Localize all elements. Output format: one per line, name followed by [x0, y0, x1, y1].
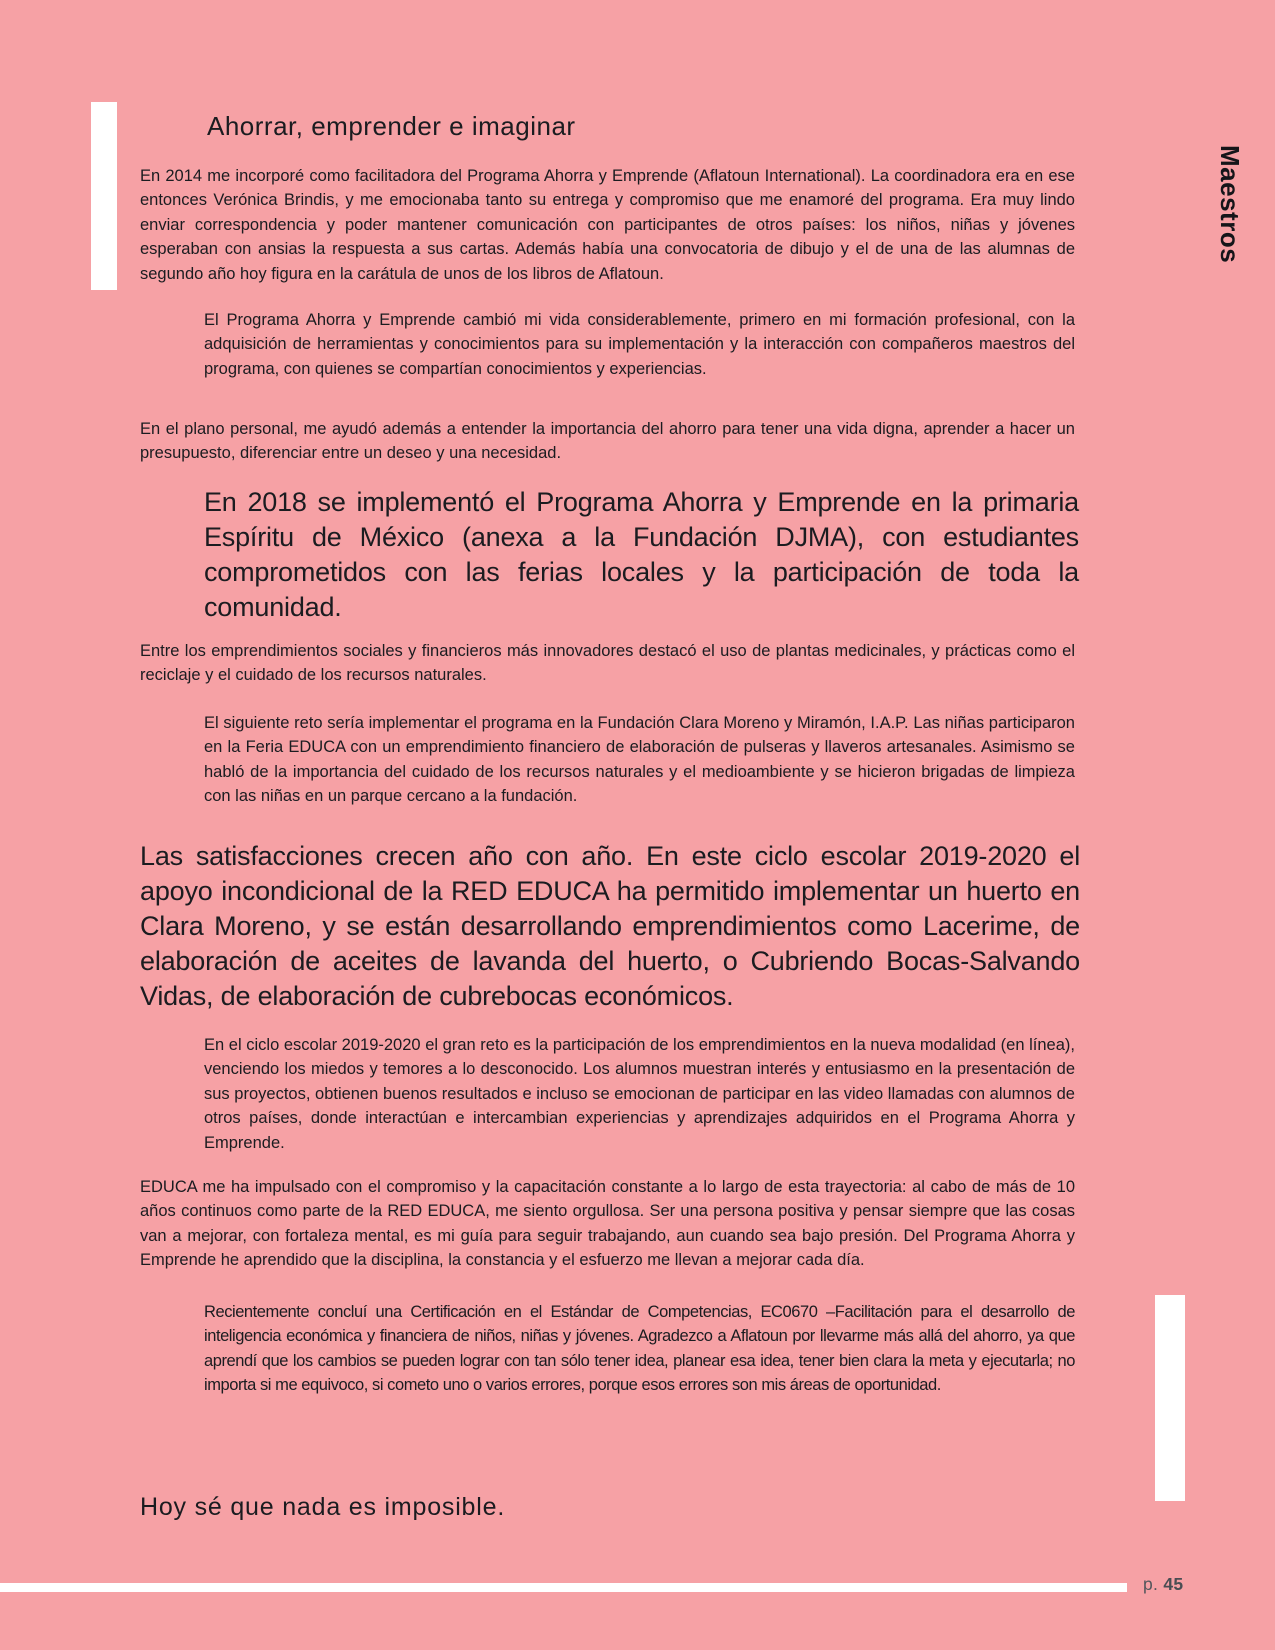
- paragraph-intro-2014: En 2014 me incorporé como facilitadora del Programa Ahorra y Emprende (Aflatoun International). La coordinadora era en ese entonces Verónica Brindis, y me emocionaba tanto su entrega y compromiso que me enamoré del programa. Era muy lindo enviar correspondencia y poder mantener comunicación con participantes de otros países: los niños, niñas y jóvenes esperaban con ansias la respuesta a sus cartas. Además había una convocatoria de dibujo y el de una de las alumnas de segundo año hoy figura en la carátula de unos de los libros de Aflatoun.: [140, 166, 1075, 283]
- paragraph-ciclo-escolar: En el ciclo escolar 2019-2020 el gran reto es la participación de los emprendimientos en la nueva modalidad (en línea), venciendo los miedos y temores a lo desconocido. Los alumnos muestran interés y entusiasmo en la presentación de sus proyectos, obtienen buenos resultados e incluso se emocionan de participar en las video llamadas con alumnos de otros países, donde interactúan e intercambian experiencias y aprendizajes adquiridos en el Programa Ahorra y Emprende.: [204, 1035, 1075, 1152]
- paragraph-plano-personal: En el plano personal, me ayudó además a entender la importancia del ahorro para tener una vida digna, aprender a hacer un presupuesto, diferenciar entre un deseo y una necesidad.: [140, 419, 1075, 462]
- decorative-right-bar: [1155, 1295, 1185, 1501]
- paragraph-siguiente-reto: El siguiente reto sería implementar el programa en la Fundación Clara Moreno y Miramón, I.A.P. Las niñas participaron en la Feria EDUCA con un emprendimiento financiero de elaboración de pulseras y llaveros artesanales. Asimismo se habló de la importancia del cuidado de los recursos naturales y el medioambiente y se hicieron brigadas de limpieza con las niñas en un parque cercano a la fundación.: [204, 713, 1075, 805]
- footer-rule-bar: [0, 1583, 1127, 1592]
- pullquote-satisfacciones: Las satisfacciones crecen año con año. En este ciclo escolar 2019-2020 el apoyo incondicional de la RED EDUCA ha permitido implementar un huerto en Clara Moreno, y se están desarrollando emprendimientos como Lacerime, de elaboración de aceites de lavanda del huerto, o Cubriendo Bocas-Salvando Vidas, de elaboración de cubrebocas económicos.: [140, 841, 1080, 1011]
- page-number: [1143, 1574, 1183, 1595]
- page-number-value: 45: [1163, 1574, 1184, 1594]
- decorative-left-bar: [91, 102, 117, 290]
- page-title: Ahorrar, emprender e imaginar: [207, 111, 576, 142]
- pullquote-2018-primaria: En 2018 se implementó el Programa Ahorra y Emprende en la primaria Espíritu de México (anexa a la Fundación DJMA), con estudiantes comprometidos con las ferias locales y la participación de toda la comunidad.: [204, 487, 1079, 622]
- section-label-maestros: Maestros: [1215, 145, 1245, 264]
- paragraph-educa-impulso: EDUCA me ha impulsado con el compromiso y la capacitación constante a lo largo de esta trayectoria: al cabo de más de 10 años continuos como parte de la RED EDUCA, me siento orgullosa. Ser una persona positiva y pensar siempre que las cosas van a mejorar, con fortaleza mental, es mi guía para seguir trabajando, aun cuando sea bajo presión. Del Programa Ahorra y Emprende he aprendido que la disciplina, la constancia y el esfuerzo me llevan a mejorar cada día.: [140, 1177, 1075, 1269]
- paragraph-emprendimientos: Entre los emprendimientos sociales y financieros más innovadores destacó el uso de plantas medicinales, y prácticas como el reciclaje y el cuidado de los recursos naturales.: [140, 641, 1075, 684]
- page-number-prefix: p.: [1143, 1574, 1159, 1594]
- paragraph-programa-cambio: El Programa Ahorra y Emprende cambió mi vida considerablemente, primero en mi formación profesional, con la adquisición de herramientas y conocimientos para su implementación y la interacción con compañeros maestros del programa, con quienes se compartían conocimientos y experiencias.: [204, 310, 1075, 378]
- closing-statement: Hoy sé que nada es imposible.: [140, 1493, 506, 1521]
- paragraph-certificacion: Recientemente concluí una Certificación en el Estándar de Competencias, EC0670 –Facilitación para el desarrollo de inteligencia económica y financiera de niños, niñas y jóvenes. Agradezco a Aflatoun por llevarme más allá del ahorro, ya que aprendí que los cambios se pueden lograr con tan sólo tener idea, planear esa idea, tener bien clara la meta y ejecutarla; no importa si me equivoco, si cometo uno o varios errores, porque esos errores son mis áreas de oportunidad.: [204, 1302, 1075, 1394]
